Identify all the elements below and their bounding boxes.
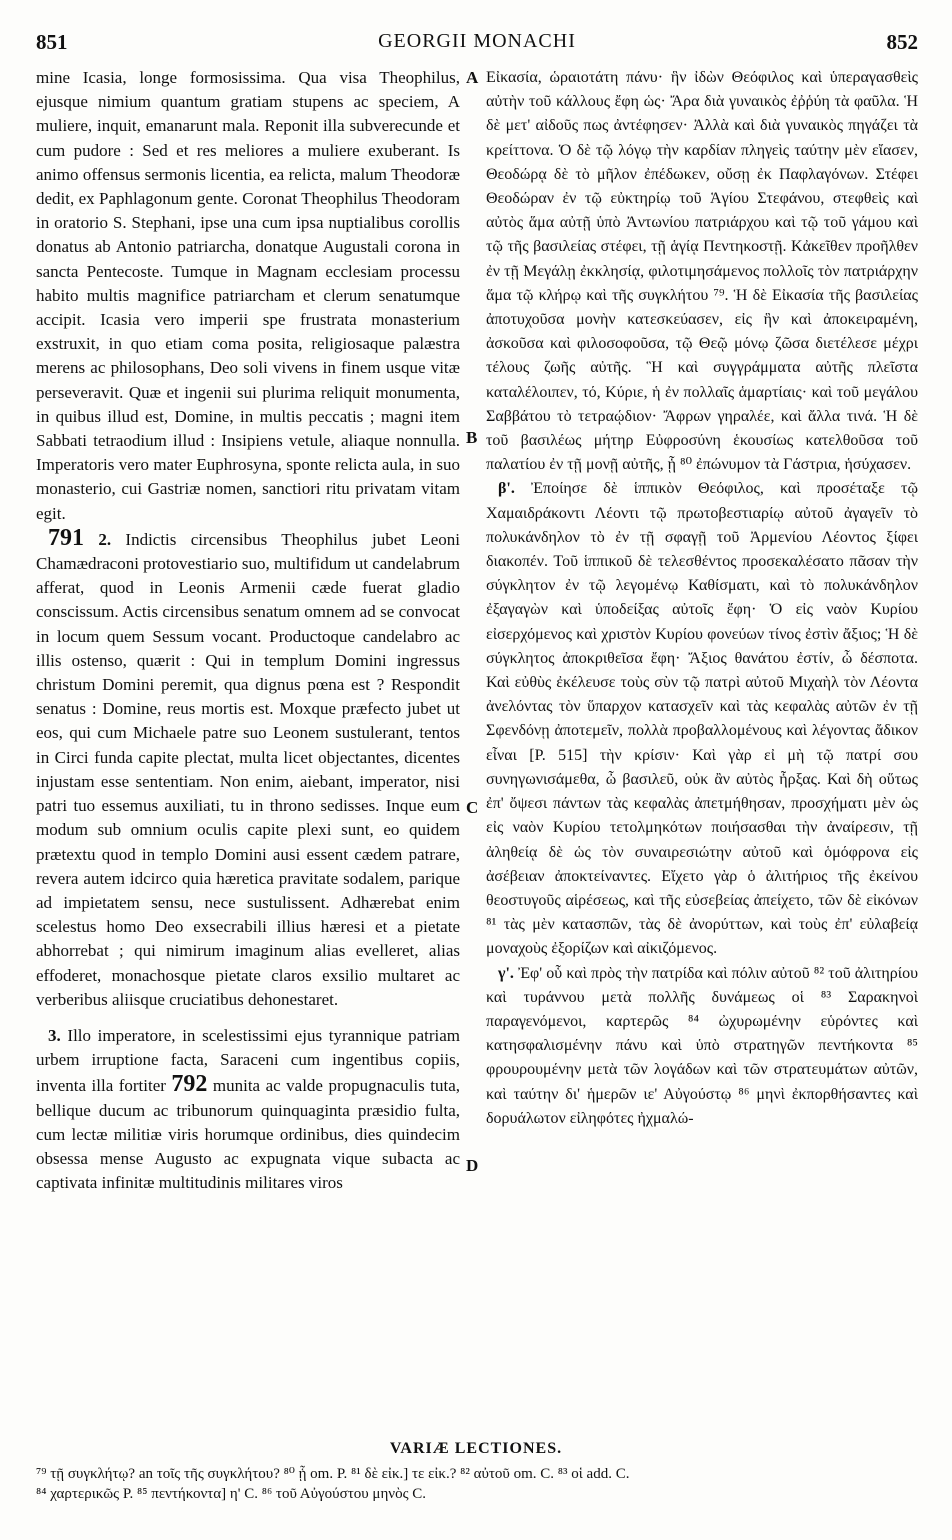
latin-paragraph-3b: munita ac valde propugnaculis tuta, bellique ducum ac tribunorum quinquaginta præsidio fulta, cum lectæ militiæ viris horumque ordinibus, dies quindecim obsessa mense Augusto ac expugnata vique subacta ac captivata infinitæ multitudinis militares viros	[36, 1076, 460, 1193]
column-number-792: 792	[171, 1071, 208, 1098]
greek-section-3	[486, 962, 918, 1131]
margin-letter-c: C	[466, 798, 479, 817]
running-title: GEORGII MONACHI	[378, 30, 576, 52]
column-number-791: 791	[48, 524, 84, 551]
greek-paragraph-3: Ἐφ' οὗ καὶ πρὸς τὴν πατρίδα καὶ πόλιν αὐτοῦ ⁸² τοῦ ἀλιτηρίου καὶ τυράννου μετὰ πολλῆς δυνάμεως οἱ ⁸³ Σαρακηνοὶ παραγενόμενοι, καρτερῶς ⁸⁴ ὠχυρωμένην εὑρόντες καὶ κατησφαλισμένην πάνυ καὶ ὑπὸ στρατηγῶν πεντήκοντα ⁸⁵ φρουρουμένην μετὰ τῶν λογάδων καὶ τῶν στρατευμάτων αὐτῶν, καὶ ταύτην δι' ἡμερῶν ιε' Αὐγούστῳ ⁸⁶ μηνὶ ἐκπορθήσαντες καὶ δορυάλωτον εἰληφότες ἠχμαλώ-	[486, 964, 919, 1127]
latin-section-3	[36, 1024, 460, 1195]
margin-letter-a: A	[466, 68, 479, 87]
greek-section-2-number: β'.	[498, 480, 515, 498]
greek-paragraph-2: Ἐποίησε δὲ ἱππικὸν Θεόφιλος, καὶ προσέταξε τῷ Χαμαιδράκοντι Λέοντι τῷ πρωτοβεστιαρίῳ αὐτοῦ ἀγαγεῖν τὸ πολυκάνδηλον τὸ ἐν τῇ σφαγῇ τοῦ Ἀρμενίου Λέοντος ξίφει διακοπέν. Τοῦ ἱππικοῦ δὲ τελεσθέντος προσεκαλέσατο πᾶσαν τὴν σύγκλητον ἐν τῷ λεγομένῳ Καθίσματι, καὶ τὸ πολυκάνδηλον ἐξαγαγὼν καὶ ὑποδείξας αὐτοῖς ἔφη· Ὁ εἰς ναὸν Κυρίου εἰσερχόμενος καὶ χριστὸν Κυρίου φονεύων τίνος ἐστὶν ἄξιος; Ἡ δὲ σύγκλητος ἀποκριθεῖσα ἔφη· Ἄξιος θανάτου ἐστίν, ὦ δέσποτα. Καὶ εὐθὺς ἐκέλευσε τοὺς σὺν τῷ πατρὶ αὐτοῦ Μιχαὴλ τὸν Λέοντα ἀνελόντας τὸν ὕπαρχον κατασχεῖν καὶ τὰς κεφαλὰς αὐτῶν ἐν τῇ Σφενδόνῃ ἀποτεμεῖν, πολλὰ προβαλλομένους καὶ λέγοντας ἄδικον εἶναι [P. 515] τὴν κρίσιν· Καὶ γὰρ εἰ μὴ τῷ πατρί σου συνηγωνισάμεθα, ὦ βασιλεῦ, οὐκ ἂν αὐτὸς ἦρξας. Καὶ δὴ οὕτως ἐπ' ὄψεσι πάντων τὰς κεφαλὰς ἀπετμήθησαν, προσχήματι μὲν ὡς εἰς ναὸν Κυρίου τετολμηκότων ποιήσασθαι τὴν ἀναίρεσιν, τῇ ἀληθείᾳ δὲ ὡς τὸν συναιρεσιώτην αὐτοῦ καὶ ὁμόφρονα εἰς ἀσέβειαν ἀποκτείναντες. Εἴχετο γὰρ ὁ ἀλιτήριος τῆς ἐκείνου θεοστυγοῦς αἱρέσεως, καὶ τῆς εὐσεβείας ἀπείχετο, τῶν δὲ εἰκόνων ⁸¹ τὰς μὲν κατασπῶν, τὰς δὲ ἀνορύττων, καὶ τοὺς ἐπ' εὐλαβείᾳ μοναχοὺς ἐξορίζων καὶ αἰκιζόμενος.	[486, 480, 918, 958]
latin-paragraph-3a: Illo imperatore, in scelestissimi ejus tyrannique patriam urbem irruptione facta, Saraceni cum ingentibus copiis, inventa illa fortiter	[36, 1025, 460, 1096]
latin-paragraph-1: mine Icasia, longe formosissima. Qua visa Theophilus, ejusque nimium quantum gratiam stupens ac speciem, A muliere, inquit, emanarunt mala. Reponit illa subverecunde et cum pudore : Sed et res meliores a muliere exuberant. Is animo offensus sermonis licentia, ea relicta, malum Theodoræ dedit, ex Paphlagonum gente. Coronat Theophilus Theodoram in oratorio S. Stephani, ipse una cum ipsa nuptialibus corollis donatus ab Antonio patriarcha, donatque Augustali corona in sancta Pentecoste. Tumque in Magnam ecclesiam processu habito multis magnifice patriarcham et clerum senatumque accipit. Icasia vero imperii spe frustrata monasterium exstruxit, in quo etiam coma posita, religiosaque palæstra merens ac philosophans, Deo soli vivens in finem usque vitæ perseveravit. Quæ et ingenii sui plurima reliquit monumenta, in quibus illud est, Domine, in multis peccatis ; magni item Sabbati tetraodium illud : Insipiens vetule, aliaque nonnulla. Imperatoris vero mater Euphrosyna, sponte relicta aula, in suo monasterio, cui Gastriæ nomen, sanctiori ritu privatam vitam egit.	[36, 68, 460, 523]
greek-column	[486, 66, 918, 1131]
margin-letter-d: D	[466, 1156, 479, 1175]
footnote-line-2: ⁸⁴ χαρτερικῶς P. ⁸⁵ πεντήκοντα] η' C. ⁸⁶ τοῦ Αὐγούστου μηνὸς C.	[36, 1486, 427, 1502]
margin-letter-b: B	[466, 428, 478, 447]
left-page-number: 851	[36, 30, 68, 54]
footnote-line-1: ⁷⁹ τῇ συγκλήτῳ? an τοῖς τῆς συγκλήτου? ⁸⁰ ᾗ om. P. ⁸¹ δὲ εἰκ.] τε εἰκ.? ⁸² αὐτοῦ om. C. ⁸³ οἱ add. C.	[36, 1466, 630, 1482]
latin-section-2	[36, 526, 460, 1012]
page-header	[36, 30, 918, 62]
latin-section-3-number: 3.	[48, 1025, 61, 1045]
greek-paragraph-1: Εἰκασία, ὡραιοτάτη πάνυ· ἣν ἰδὼν Θεόφιλος καὶ ὑπεραγασθεὶς αὐτὴν τοῦ κάλλους ἔφη ὡς· Ἄρα διὰ γυναικὸς ἐῤῥύη τὰ φαῦλα. Ἡ δὲ μετ' αἰδοῦς πως ἀντέφησεν· Ἀλλὰ καὶ διὰ γυναικὸς πηγάζει τὰ κρείττονα. Ὁ δὲ τῷ λόγῳ τὴν καρδίαν πληγεὶς ταύτην μὲν εἴασεν, Θεοδώρᾳ δὲ τὸ μῆλον ἐπέδωκεν, οὔσῃ ἐκ Παφλαγόνων. Στέφει Θεοδώραν ἐν τῷ εὐκτηρίῳ τοῦ Ἁγίου Στεφάνου, στεφθεὶς καὶ αὐτὸς ἅμα αὐτῇ ὑπὸ Ἀντωνίου πατριάρχου καὶ τῷ τοῦ γάμου καὶ τῷ τῆς βασιλείας στέφει, τῇ ἁγίᾳ Πεντηκοστῇ. Κἀκεῖθεν προῆλθεν ἐν τῇ Μεγάλῃ ἐκκλησίᾳ, φιλοτιμησάμενος πολλοῖς τὸν πατριάρχην ἅμα τῷ κλήρῳ καὶ τῆς συγκλήτου ⁷⁹. Ἡ δὲ Εἰκασία τῆς βασιλείας ἀποτυχοῦσα μονὴν κατεσκεύασεν, εἰς ἣν καὶ ἀποκειραμένη, ἀσκοῦσα καὶ φιλοσοφοῦσα, τῷ Θεῷ μόνῳ ζῶσα διετέλεσε μέχρι τέλους ζωῆς αὐτῆς. Ἣ καὶ συγγράμματα αὐτῆς πλεῖστα καταλέλοιπεν, τό, Κύριε, ἡ ἐν πολλαῖς ἁμαρτίαις· καὶ τοῦ μεγάλου Σαββάτου τὸ τετραῴδιον· Ἄφρων γηραλέε, καὶ ἄλλα τινά. Ἡ δὲ τοῦ βασιλέως μήτηρ Εὐφροσύνη ἑκουσίως κατελθοῦσα τοῦ παλατίου ἐν τῇ μονῇ αὐτῆς, ᾗ ⁸⁰ ἐπώνυμον τὰ Γάστρια, ἡσύχασεν.	[486, 69, 918, 474]
greek-section-2	[486, 477, 918, 961]
footnotes	[36, 1464, 918, 1504]
latin-paragraph-2: Indictis circensibus Theophilus jubet Leoni Chamædraconi protovestiario suo, multifidum ut candelabrum afferat, quod in Leonis Armenii cæde fuerat gladio conscissum. Actis circensibus senatum omnem ad se convocat in locum quem Sessum vocant. Productoque candelabro ac illis ostenso, quærit : Qui in templum Domini ingressus christum Domini peremit, qua dignus pœna est ? Respondit senatus : Domine, reus mortis est. Moxque præfecto jubet ut eos, qui cum Michaele patre suo Leonem sustulerant, tentos in Circi funda capite plectat, multa licet objectantes, dicentes injustam esse sententiam. Non enim, aiebant, imperator, nisi patri tuo essemus auxiliati, tu in throno sedisses. Inque eum modum sub omnium oculis capite plexi sunt, eo quidem prætextu quod in templo Domini ausi essent cædem patrare, revera autem idcirco quia hæretica pravitate sodalem, parique ad impietatem sensu, nece sustulissent. Adhærebat enim scelestus homo Deo exsecrabili illius hæresi et a pietate abhorrebat ; qui nimirum imaginum alias evelleret, alias effoderet, monachosque pietate claros exsilio multaret ac verberibus aliisque cruciatibus dehonestaret.	[36, 529, 461, 1009]
right-page-number: 852	[886, 30, 918, 54]
latin-section-2-number: 2.	[98, 529, 112, 549]
latin-column	[36, 66, 460, 1195]
greek-section-3-number: γ'.	[498, 964, 514, 982]
variae-lectiones-heading: VARIÆ LECTIONES.	[389, 1440, 563, 1457]
